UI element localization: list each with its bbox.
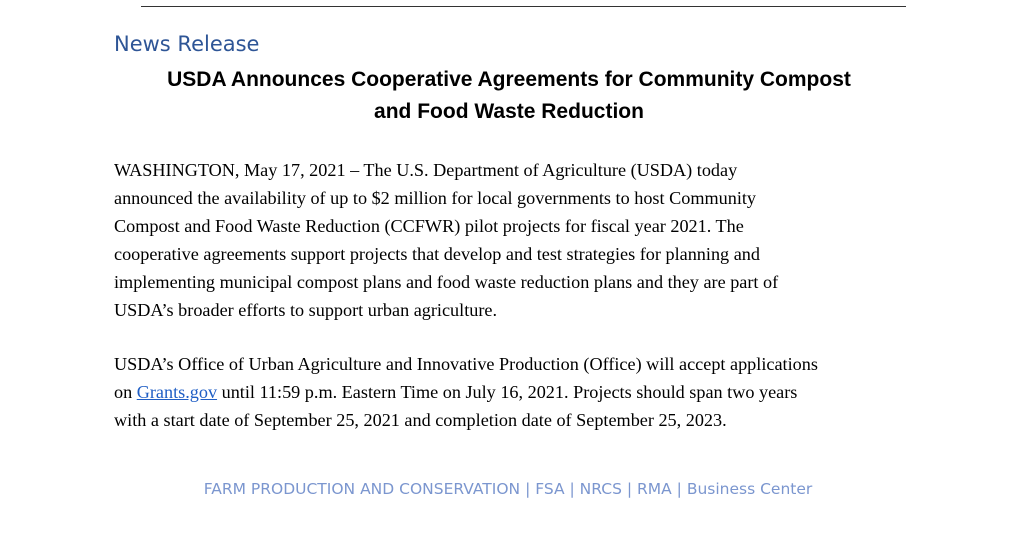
paragraph-line: cooperative agreements support projects that develop and test strategies for planning and xyxy=(114,244,760,264)
footer-agencies: FARM PRODUCTION AND CONSERVATION | FSA | NRCS | RMA | Business Center xyxy=(203,480,813,498)
paragraph-1 xyxy=(114,156,914,324)
headline-line-1: USDA Announces Cooperative Agreements for Community Compost xyxy=(167,68,851,91)
grants-gov-link[interactable]: Grants.gov xyxy=(136,382,218,402)
paragraph-line: implementing municipal compost plans and food waste reduction plans and they are part of xyxy=(114,272,779,292)
headline-line-2: and Food Waste Reduction xyxy=(374,100,644,123)
paragraph-line: USDA’s Office of Urban Agriculture and Innovative Production (Office) will accept applications xyxy=(114,354,818,374)
news-release-label: News Release xyxy=(114,32,260,56)
paragraph-2 xyxy=(114,350,914,434)
page-title xyxy=(100,64,918,128)
line-prefix: on xyxy=(114,382,137,402)
paragraph-line xyxy=(114,378,914,406)
paragraph-line: with a start date of September 25, 2021 and completion date of September 25, 2023. xyxy=(114,410,727,430)
paragraph-line: Compost and Food Waste Reduction (CCFWR) pilot projects for fiscal year 2021. The xyxy=(114,216,744,236)
line-suffix: until 11:59 p.m. Eastern Time on July 16, 2021. Projects should span two years xyxy=(217,382,798,402)
paragraph-line: announced the availability of up to $2 million for local governments to host Community xyxy=(114,188,757,208)
paragraph-line: USDA’s broader efforts to support urban agriculture. xyxy=(114,300,498,320)
top-divider xyxy=(141,6,906,7)
paragraph-line: WASHINGTON, May 17, 2021 – The U.S. Department of Agriculture (USDA) today xyxy=(114,160,738,180)
